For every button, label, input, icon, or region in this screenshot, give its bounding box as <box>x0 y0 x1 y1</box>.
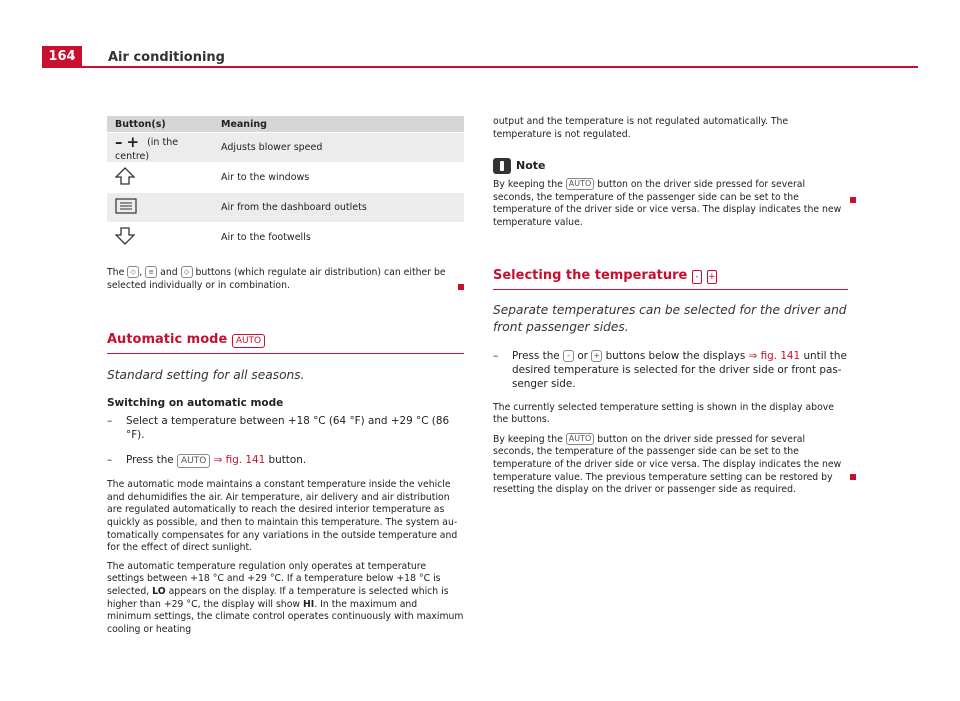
plus-key: + <box>591 350 602 362</box>
fig-link[interactable]: ⇒ fig. 141 <box>213 454 266 467</box>
temperature-heading: Selecting the temperature - + <box>493 267 716 283</box>
header-rule <box>42 66 918 68</box>
auto-key: AUTO <box>232 334 265 348</box>
auto-key: AUTO <box>566 178 595 190</box>
body-paragraph: The automatic temperature regulation only operates at temperature settings between +18 °C and +29 °C. If a temperature below +18 °C is selected, LO appears on the display. If a temperature is selected which is higher than +29 °C, the display will show HI. In the maximum and minimum settings, the climate control operates continuously with maximum cooling or heating <box>107 560 464 635</box>
table-row <box>107 193 464 223</box>
button-note: (in the centre) <box>115 136 179 162</box>
table-header-buttons: Button(s) <box>107 116 213 133</box>
left-column <box>107 116 464 636</box>
distribution-text: The ◇ , ≡ and ◇ buttons (which regulate air distribution) can either be selected individually or in combination. <box>107 266 464 292</box>
meaning-cell: Adjusts blower speed <box>213 133 464 163</box>
temperature-subtitle: Separate temperatures can be selected for the driver and front passenger sides. <box>493 302 847 334</box>
table-row <box>107 223 464 253</box>
right-column <box>493 116 848 497</box>
arrow-up-outline-icon <box>115 167 135 185</box>
section-end-mark <box>458 284 464 290</box>
automatic-mode-heading: Automatic mode AUTO <box>107 328 464 348</box>
step-item: – Press the - or + buttons below the displays ⇒ fig. 141 until the desired temperature is selected for the driver side or front pas-senger side. <box>493 349 847 390</box>
dashboard-vents-icon <box>115 198 137 214</box>
section-rule <box>107 353 464 354</box>
step-item: – Select a temperature between +18 °C (64 °F) and +29 °C (86 °F). <box>107 415 450 442</box>
section-end-mark <box>850 197 856 203</box>
body-paragraph: The currently selected temperature setting is shown in the display above the buttons. <box>493 401 834 426</box>
auto-key: AUTO <box>566 433 595 445</box>
minus-key: - <box>563 350 574 362</box>
note-icon <box>493 158 511 174</box>
automatic-mode-subtitle: Standard setting for all seasons. <box>107 368 305 383</box>
footwell-button-icon: ◇ <box>181 266 193 278</box>
note-text: By keeping the AUTO button on the driver side pressed for several seconds, the temperature of the passenger side can be set to the temperature of the driver side or vice versa. The display indicates the new temperature value. <box>493 178 848 229</box>
meaning-cell: Air from the dashboard outlets <box>213 193 464 223</box>
step-item: – Press the AUTO ⇒ fig. 141 button. <box>107 454 307 467</box>
switch-on-heading: Switching on automatic mode <box>107 397 284 410</box>
defrost-button-icon: ◇ <box>127 266 139 278</box>
chapter-title: Air conditioning <box>108 50 225 65</box>
table-header-meaning: Meaning <box>213 116 464 133</box>
section-end-mark <box>850 474 856 480</box>
minus-key: - <box>692 270 702 284</box>
buttons-table <box>107 116 464 252</box>
body-paragraph: By keeping the AUTO button on the driver side pressed for several seconds, the temperature of the passenger side can be set to the temperature of the driver side or vice versa. The display indicates the new temperature value. The previous temperature setting can be restored by resetting the display on the driver or passenger side as required. <box>493 433 848 497</box>
body-paragraph: The automatic mode maintains a constant temperature inside the vehicle and dehumidifies the air. Air temperature, air delivery and air distribution are regulated automatically to reach the desired interior temperature as quickly as possible, and then to maintain this temperature. The system au-tomatically compensates for any variations in the outside temperature and for the effect of direct sunlight. <box>107 479 458 554</box>
minus-plus-icon: –+ <box>115 133 144 151</box>
meaning-cell: Air to the windows <box>213 163 464 193</box>
arrow-down-outline-icon <box>115 227 135 245</box>
table-row <box>107 133 464 163</box>
plus-key: + <box>708 271 716 282</box>
section-rule <box>493 289 848 290</box>
body-paragraph: output and the temperature is not regulated automatically. The temperature is not regulated. <box>493 116 789 140</box>
table-row <box>107 163 464 193</box>
meaning-cell: Air to the footwells <box>213 223 464 253</box>
page-number: 164 <box>42 46 82 68</box>
fig-link[interactable]: ⇒ fig. 141 <box>748 349 801 362</box>
auto-key: AUTO <box>177 454 210 468</box>
vent-button-icon: ≡ <box>145 266 157 278</box>
note-heading: Note <box>493 155 848 174</box>
